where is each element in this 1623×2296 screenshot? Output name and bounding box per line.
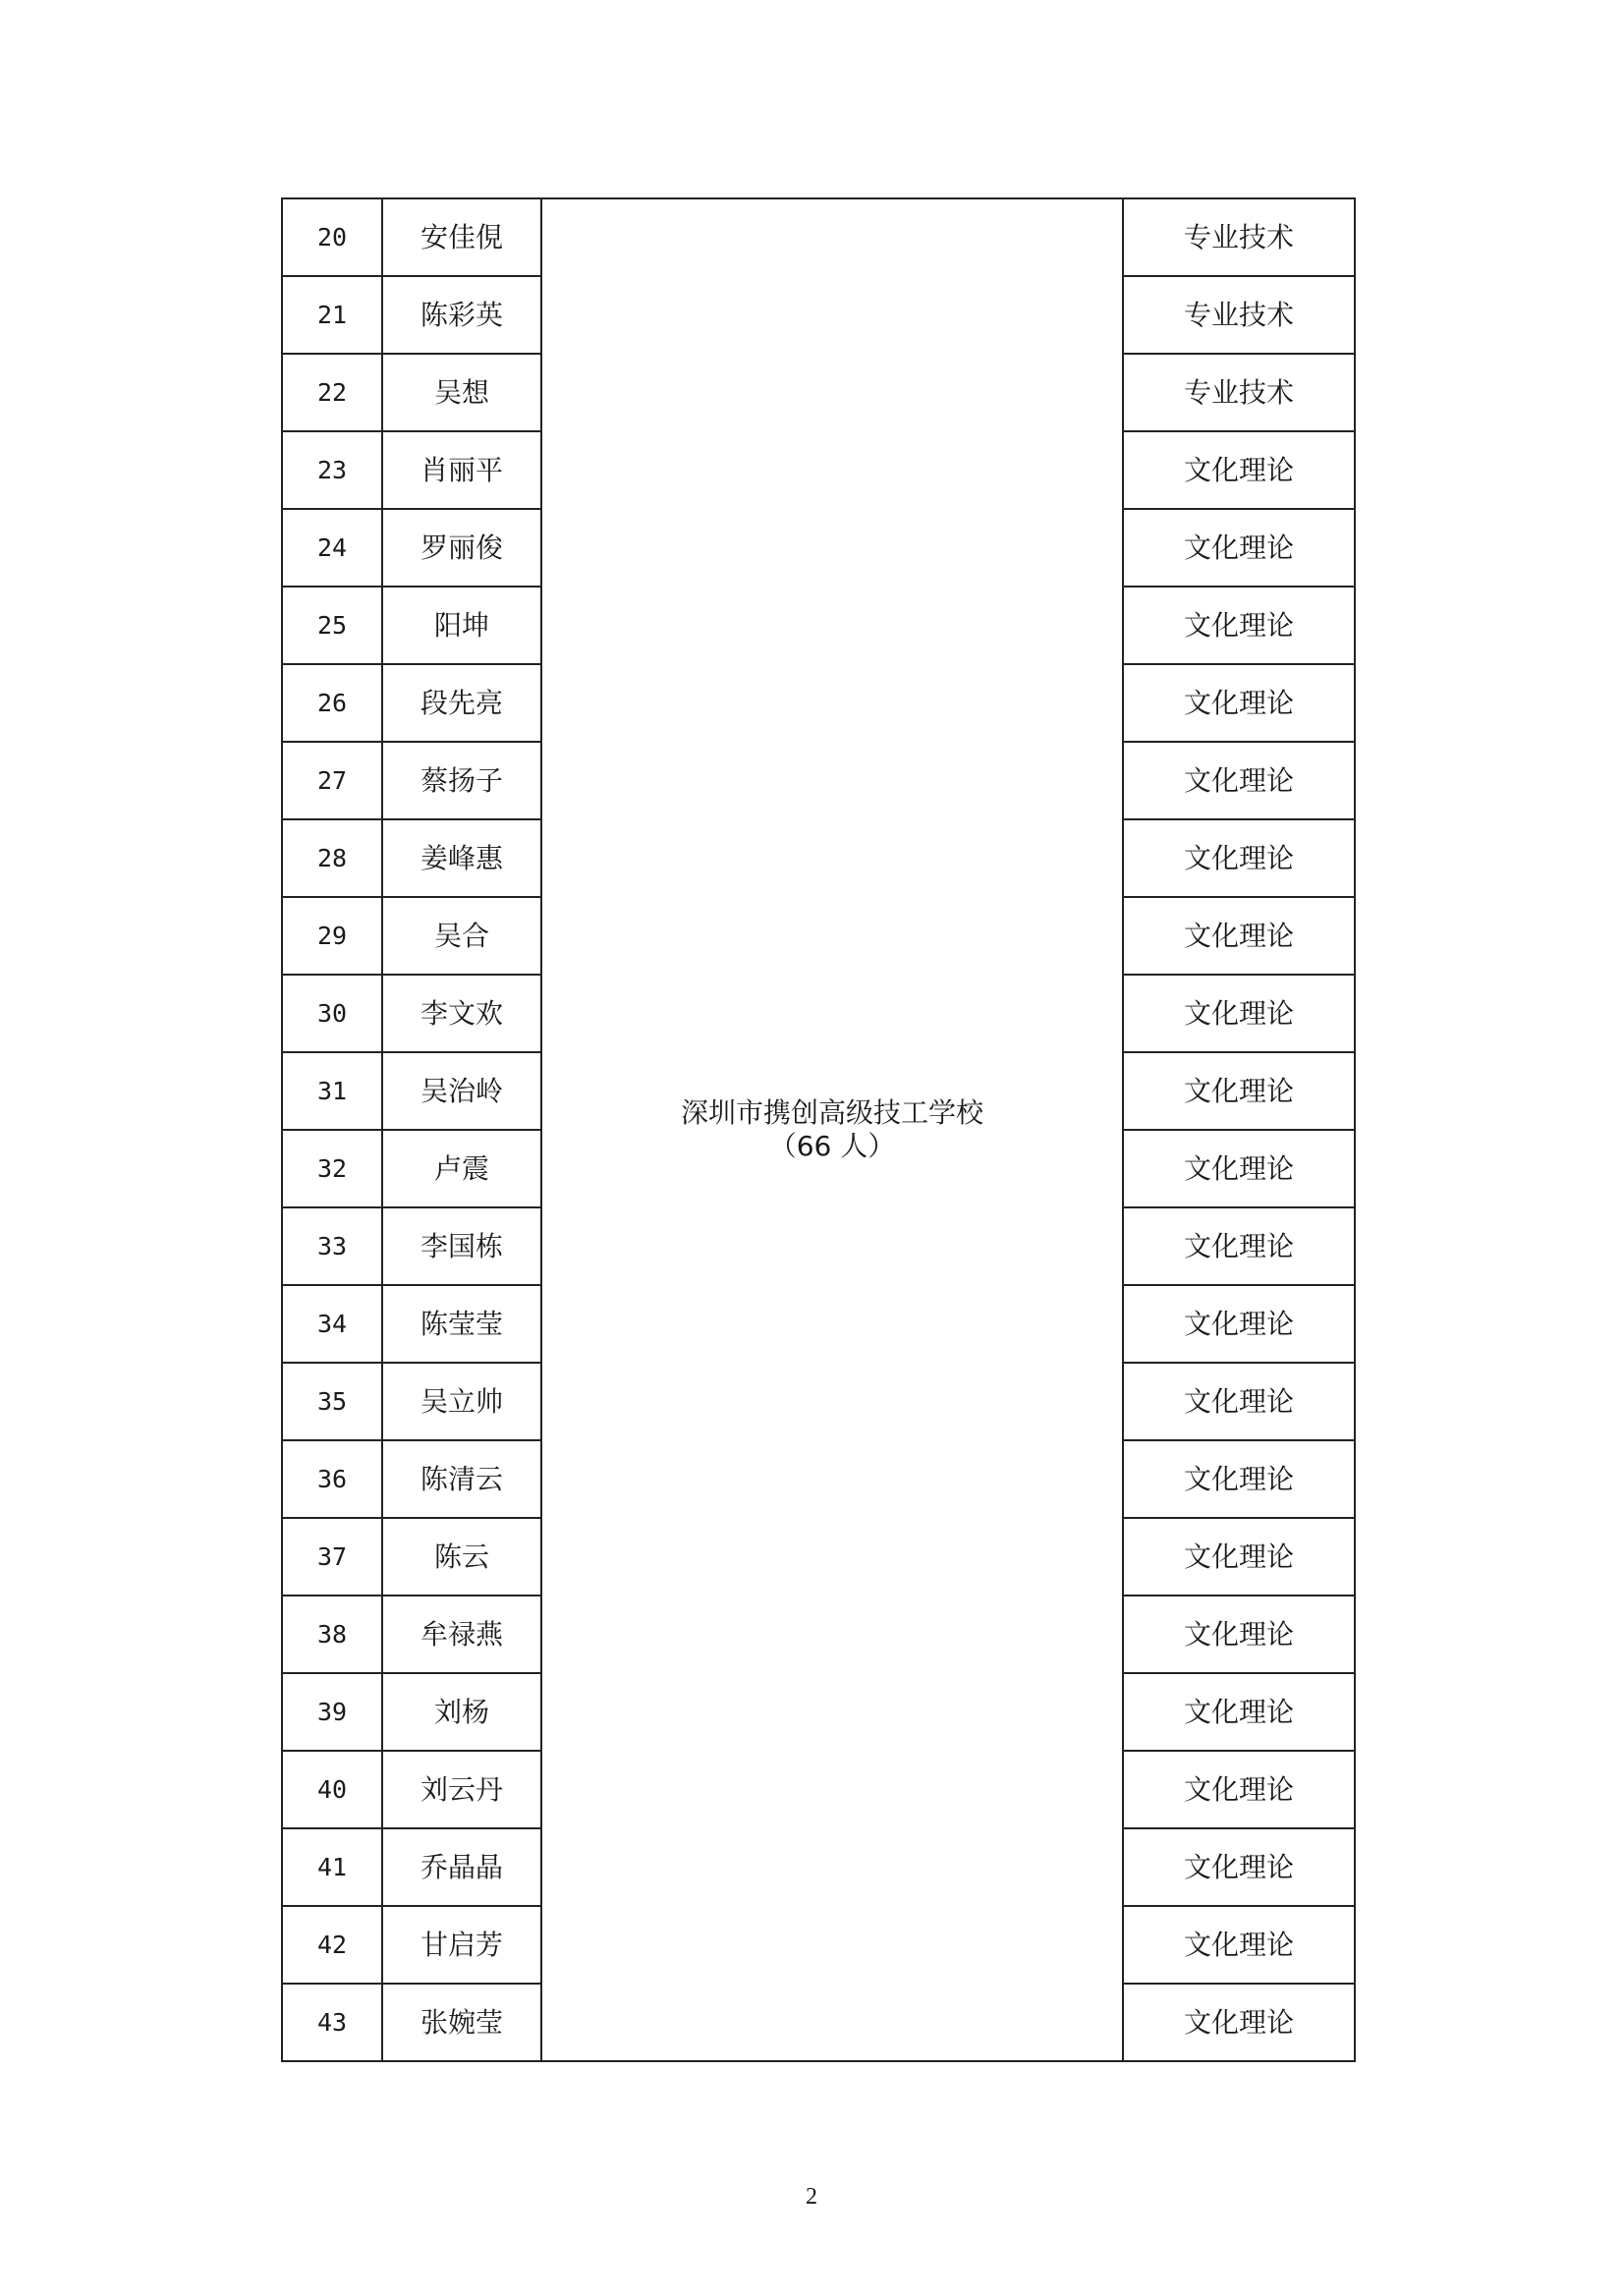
category: 文化理论 bbox=[1123, 975, 1355, 1052]
page-number: 2 bbox=[806, 2184, 817, 2210]
roster-table-body bbox=[282, 198, 1355, 2061]
person-name: 陈清云 bbox=[382, 1440, 541, 1518]
row-number: 26 bbox=[282, 664, 382, 742]
row-number: 42 bbox=[282, 1906, 382, 1984]
category: 文化理论 bbox=[1123, 1828, 1355, 1906]
row-number: 36 bbox=[282, 1440, 382, 1518]
category: 专业技术 bbox=[1123, 198, 1355, 276]
row-number: 43 bbox=[282, 1984, 382, 2061]
person-name: 甘启芳 bbox=[382, 1906, 541, 1984]
row-number: 23 bbox=[282, 431, 382, 509]
category: 文化理论 bbox=[1123, 1052, 1355, 1130]
person-name: 李国栋 bbox=[382, 1207, 541, 1285]
person-name: 李文欢 bbox=[382, 975, 541, 1052]
category: 文化理论 bbox=[1123, 587, 1355, 664]
person-name: 乔晶晶 bbox=[382, 1828, 541, 1906]
category: 文化理论 bbox=[1123, 1285, 1355, 1363]
row-number: 31 bbox=[282, 1052, 382, 1130]
category: 文化理论 bbox=[1123, 664, 1355, 742]
row-number: 22 bbox=[282, 354, 382, 431]
person-name: 吴合 bbox=[382, 897, 541, 975]
row-number: 25 bbox=[282, 587, 382, 664]
row-number: 38 bbox=[282, 1596, 382, 1673]
school-headcount: （66 人） bbox=[768, 1130, 896, 1162]
row-number: 34 bbox=[282, 1285, 382, 1363]
category: 文化理论 bbox=[1123, 819, 1355, 897]
roster-table bbox=[281, 197, 1356, 2062]
person-name: 吴立帅 bbox=[382, 1363, 541, 1440]
category: 文化理论 bbox=[1123, 1363, 1355, 1440]
person-name: 陈云 bbox=[382, 1518, 541, 1596]
category: 文化理论 bbox=[1123, 742, 1355, 819]
category: 文化理论 bbox=[1123, 1673, 1355, 1751]
row-number: 39 bbox=[282, 1673, 382, 1751]
person-name: 段先亮 bbox=[382, 664, 541, 742]
category: 专业技术 bbox=[1123, 276, 1355, 354]
person-name: 刘杨 bbox=[382, 1673, 541, 1751]
row-number: 40 bbox=[282, 1751, 382, 1828]
school-cell bbox=[541, 198, 1123, 2061]
person-name: 刘云丹 bbox=[382, 1751, 541, 1828]
person-name: 姜峰惠 bbox=[382, 819, 541, 897]
category: 文化理论 bbox=[1123, 1130, 1355, 1207]
category: 文化理论 bbox=[1123, 1596, 1355, 1673]
row-number: 30 bbox=[282, 975, 382, 1052]
person-name: 罗丽俊 bbox=[382, 509, 541, 587]
row-number: 41 bbox=[282, 1828, 382, 1906]
row-number: 33 bbox=[282, 1207, 382, 1285]
row-number: 27 bbox=[282, 742, 382, 819]
category: 文化理论 bbox=[1123, 1984, 1355, 2061]
category: 文化理论 bbox=[1123, 1207, 1355, 1285]
category: 文化理论 bbox=[1123, 897, 1355, 975]
person-name: 阳坤 bbox=[382, 587, 541, 664]
row-number: 29 bbox=[282, 897, 382, 975]
person-name: 安佳俔 bbox=[382, 198, 541, 276]
row-number: 28 bbox=[282, 819, 382, 897]
person-name: 蔡扬子 bbox=[382, 742, 541, 819]
row-number: 35 bbox=[282, 1363, 382, 1440]
category: 文化理论 bbox=[1123, 1906, 1355, 1984]
person-name: 吴治岭 bbox=[382, 1052, 541, 1130]
category: 文化理论 bbox=[1123, 1518, 1355, 1596]
row-number: 24 bbox=[282, 509, 382, 587]
person-name: 肖丽平 bbox=[382, 431, 541, 509]
row-number: 20 bbox=[282, 198, 382, 276]
person-name: 牟禄燕 bbox=[382, 1596, 541, 1673]
person-name: 张婉莹 bbox=[382, 1984, 541, 2061]
row-number: 37 bbox=[282, 1518, 382, 1596]
row-number: 21 bbox=[282, 276, 382, 354]
school-name: 深圳市携创高级技工学校 bbox=[680, 1096, 983, 1130]
person-name: 陈莹莹 bbox=[382, 1285, 541, 1363]
category: 文化理论 bbox=[1123, 1440, 1355, 1518]
person-name: 陈彩英 bbox=[382, 276, 541, 354]
table-row bbox=[282, 198, 1355, 276]
category: 文化理论 bbox=[1123, 431, 1355, 509]
category: 文化理论 bbox=[1123, 509, 1355, 587]
category: 专业技术 bbox=[1123, 354, 1355, 431]
category: 文化理论 bbox=[1123, 1751, 1355, 1828]
person-name: 吴想 bbox=[382, 354, 541, 431]
person-name: 卢震 bbox=[382, 1130, 541, 1207]
row-number: 32 bbox=[282, 1130, 382, 1207]
